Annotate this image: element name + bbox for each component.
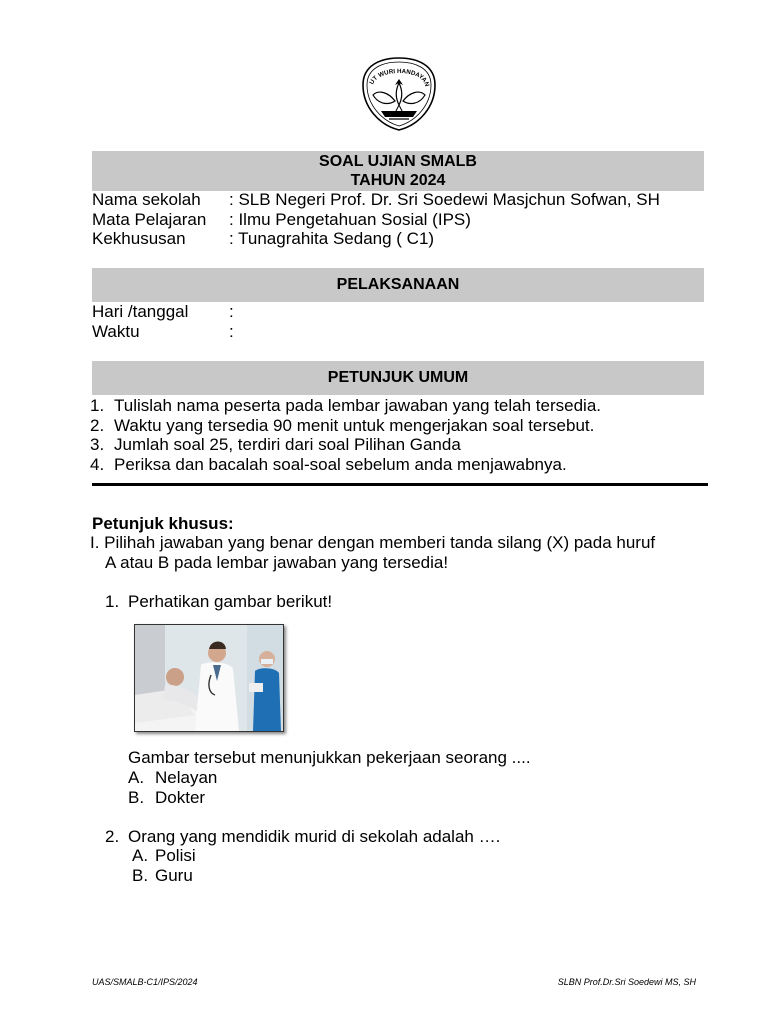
list-text: Periksa dan bacalah soal-soal sebelum anda menjawabnya.	[114, 454, 567, 474]
list-text: Jumlah soal 25, terdiri dari soal Pilihan Ganda	[114, 435, 461, 454]
option-letter: B.	[128, 788, 145, 807]
list-text: Waktu yang tersedia 90 menit untuk mengerjakan soal tersebut.	[114, 415, 595, 435]
pelaksanaan-band: PELAKSANAAN	[92, 268, 704, 302]
field-waktu	[92, 322, 234, 342]
petunjuk-khusus-title: Petunjuk khusus:	[92, 514, 234, 533]
list-number: 1.	[90, 396, 105, 415]
exam-title: SOAL UJIAN SMALB	[319, 153, 477, 170]
list-item	[90, 435, 601, 455]
field-value: : SLB Negeri Prof. Dr. Sri Soedewi Masjchun Sofwan, SH	[229, 190, 660, 209]
list-item	[90, 396, 601, 416]
field-kekhususan	[92, 229, 434, 249]
exam-year: TAHUN 2024	[350, 172, 446, 189]
option-text: Guru	[155, 866, 193, 885]
petunjuk-khusus-line1: I. Pilihah jawaban yang benar dengan memberi tanda silang (X) pada huruf	[90, 533, 656, 552]
list-number: 3.	[90, 435, 105, 454]
question-stem-text: Orang yang mendidik murid di sekolah adalah ….	[128, 827, 501, 846]
field-label: Kekhususan	[92, 229, 186, 248]
list-number: 4.	[90, 454, 105, 474]
field-value: : Tunagrahita Sedang ( C1)	[229, 229, 435, 248]
petunjuk-khusus-line2: A atau B pada lembar jawaban yang tersedia!	[105, 553, 449, 572]
option-letter: A.	[128, 768, 145, 787]
field-label: Mata Pelajaran	[92, 210, 207, 229]
list-text: Tulislah nama peserta pada lembar jawaban yang telah tersedia.	[114, 396, 601, 415]
question-2-option-b[interactable]	[132, 866, 193, 886]
question-1-option-b[interactable]	[128, 788, 205, 808]
petunjuk-umum-band: PETUNJUK UMUM	[92, 361, 704, 395]
question-1-option-a[interactable]	[128, 768, 217, 788]
option-letter: A.	[132, 846, 149, 865]
list-item	[90, 455, 601, 475]
field-label: Hari /tanggal	[92, 302, 189, 321]
exam-title-band	[92, 151, 704, 191]
petunjuk-umum-list	[90, 396, 601, 474]
option-letter: B.	[132, 866, 149, 885]
question-1-stem: Gambar tersebut menunjukkan pekerjaan seorang ....	[128, 748, 531, 767]
list-item	[90, 416, 601, 436]
field-mata-pelajaran	[92, 210, 471, 230]
footer-left: UAS/SMALB-C1/IPS/2024	[92, 977, 198, 987]
logo-text: UT WURI HANDAYAN	[368, 67, 431, 88]
doctor-patient-image-icon	[135, 625, 283, 731]
field-nama-sekolah	[92, 190, 660, 210]
question-prompt-text: Perhatikan gambar berikut!	[128, 592, 333, 611]
tut-wuri-handayani-emblem-icon	[359, 55, 439, 133]
field-hari-tanggal	[92, 302, 234, 322]
option-text: Dokter	[155, 788, 206, 807]
field-label: Nama sekolah	[92, 190, 201, 209]
field-value: :	[229, 322, 234, 341]
question-2-stem	[105, 827, 500, 847]
question-2-option-a[interactable]	[132, 846, 196, 866]
field-value: : Ilmu Pengetahuan Sosial (IPS)	[229, 210, 471, 229]
list-number: 2.	[90, 415, 105, 435]
field-value: :	[229, 302, 234, 321]
option-text: Polisi	[155, 846, 196, 865]
question-number: 2.	[105, 827, 120, 846]
footer-right: SLBN Prof.Dr.Sri Soedewi MS, SH	[557, 977, 696, 987]
question-1-prompt	[105, 592, 332, 612]
question-number: 1.	[105, 592, 120, 611]
field-label: Waktu	[92, 322, 140, 341]
doctor-patient-photo	[134, 624, 284, 732]
divider-rule	[92, 483, 708, 486]
option-text: Nelayan	[155, 768, 218, 787]
